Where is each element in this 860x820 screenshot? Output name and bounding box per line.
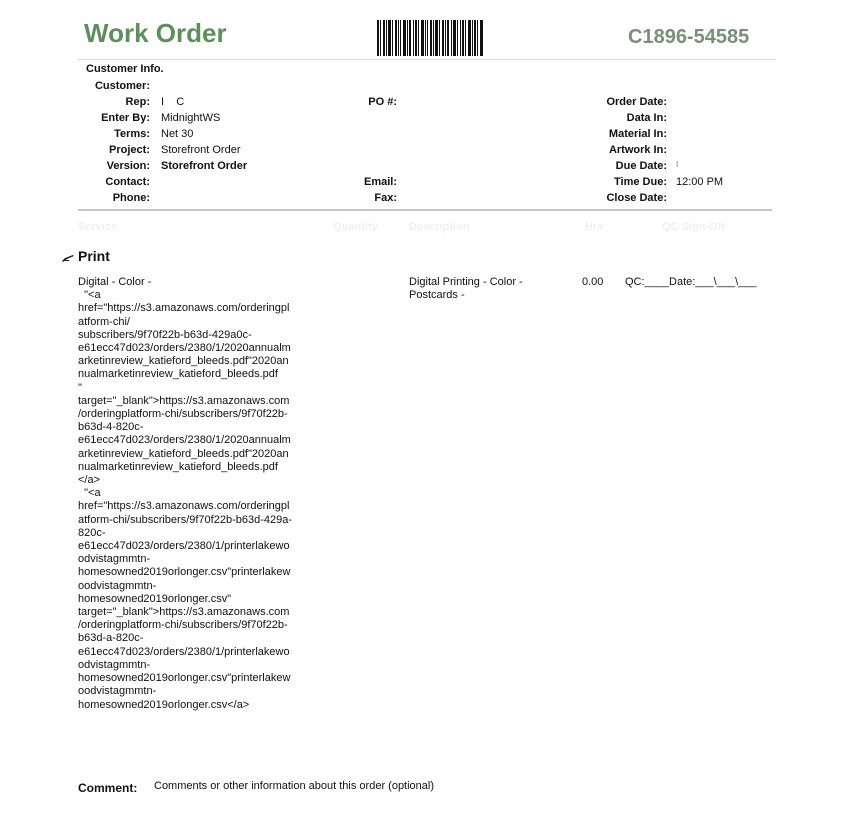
enter-by-value: MidnightWS: [161, 112, 221, 124]
data-in-label: Data In:: [626, 112, 667, 124]
email-label: Email:: [363, 176, 397, 188]
customer-info-heading: Customer Info.: [86, 63, 164, 75]
terms-label: Terms:: [114, 128, 150, 140]
material-in-label: Material In:: [608, 128, 667, 140]
due-date-label: Due Date:: [615, 160, 667, 172]
barcode-icon: [377, 20, 483, 56]
phone-label: Phone:: [112, 192, 150, 204]
item-service-description: Digital - Color - "<a href="https://s3.amazonaws.com/orderingpl atform-chi/ subscribers/9f70f22b-b63d-429a0c- e61ecc47d023/orders/2380/1/2020annualm arketinreview_katieford_bleeds.pdf"2020an nualmarketinreview_katieford_bleeds.pdf " target="_blank">https://s3.amazonaws.com /orderingplatform-chi/subscribers/9f70f22b- b63d-4-820c- e61ecc47d023/orders/2380/1/2020annualm arketinreview_katieford_bleeds.pdf"2020an nualmarketinreview_katieford_bleeds.pdf </a> "<a href="https://s3.amazonaws.com/orderingpl atform-chi/subscribers/9f70f22b-b63d-429a- 820c- e61ecc47d023/orders/2380/1/printerlakewo odvistagmmtn- homesowned2019orlonger.csv"printerlakew oodvistagmmtn- homesowned2019orlonger.csv" target="_blank">https://s3.amazonaws.com /orderingplatform-chi/subscribers/9f70f22b- b63d-a-820c- e61ecc47d023/orders/2380/1/printerlakewo odvistagmmtn- homesowned2019orlonger.csv"printerlakew oodvistagmmtn- homesowned2019orlonger.csv</a>: [78, 276, 293, 711]
qc-signoff: QC:____Date:___\___\___: [625, 276, 757, 288]
pen-icon: [62, 254, 74, 262]
page-title: Work Order: [84, 18, 227, 48]
rep-label: Rep:: [125, 96, 150, 108]
section-heading: Print: [78, 248, 110, 264]
comment-text: Comments or other information about this order (optional): [154, 780, 435, 792]
close-date-label: Close Date:: [606, 192, 667, 204]
contact-label: Contact:: [105, 176, 150, 188]
divider: [78, 59, 776, 60]
project-label: Project:: [109, 144, 150, 156]
column-header-quantity: Quantity: [333, 221, 378, 233]
time-due-label: Time Due:: [614, 176, 667, 188]
due-date-value: I: [676, 160, 679, 169]
enter-by-label: Enter By:: [101, 112, 150, 124]
version-label: Version:: [106, 160, 150, 172]
comment-label: Comment:: [78, 781, 138, 795]
customer-label: Customer:: [94, 80, 150, 92]
artwork-in-label: Artwork In:: [608, 144, 667, 156]
column-header-hrs: Hrs: [585, 221, 604, 233]
order-date-label: Order Date:: [606, 96, 667, 108]
divider: [78, 209, 772, 211]
item-hrs: 0.00: [582, 276, 604, 288]
column-header-description: Description: [409, 221, 470, 233]
order-number: C1896-54585: [628, 26, 750, 48]
po-label: PO #:: [368, 96, 397, 108]
time-due-value: 12:00 PM: [676, 176, 724, 188]
item-description: Digital Printing - Color - Postcards -: [409, 276, 523, 302]
column-header-service: Service: [78, 221, 118, 233]
column-header-qc: QC Sign-Off: [662, 221, 725, 233]
project-value: Storefront Order: [161, 144, 241, 156]
fax-label: Fax:: [374, 192, 397, 204]
terms-value: Net 30: [161, 128, 194, 140]
rep-value: I C: [161, 96, 185, 108]
version-value: Storefront Order: [161, 160, 248, 172]
